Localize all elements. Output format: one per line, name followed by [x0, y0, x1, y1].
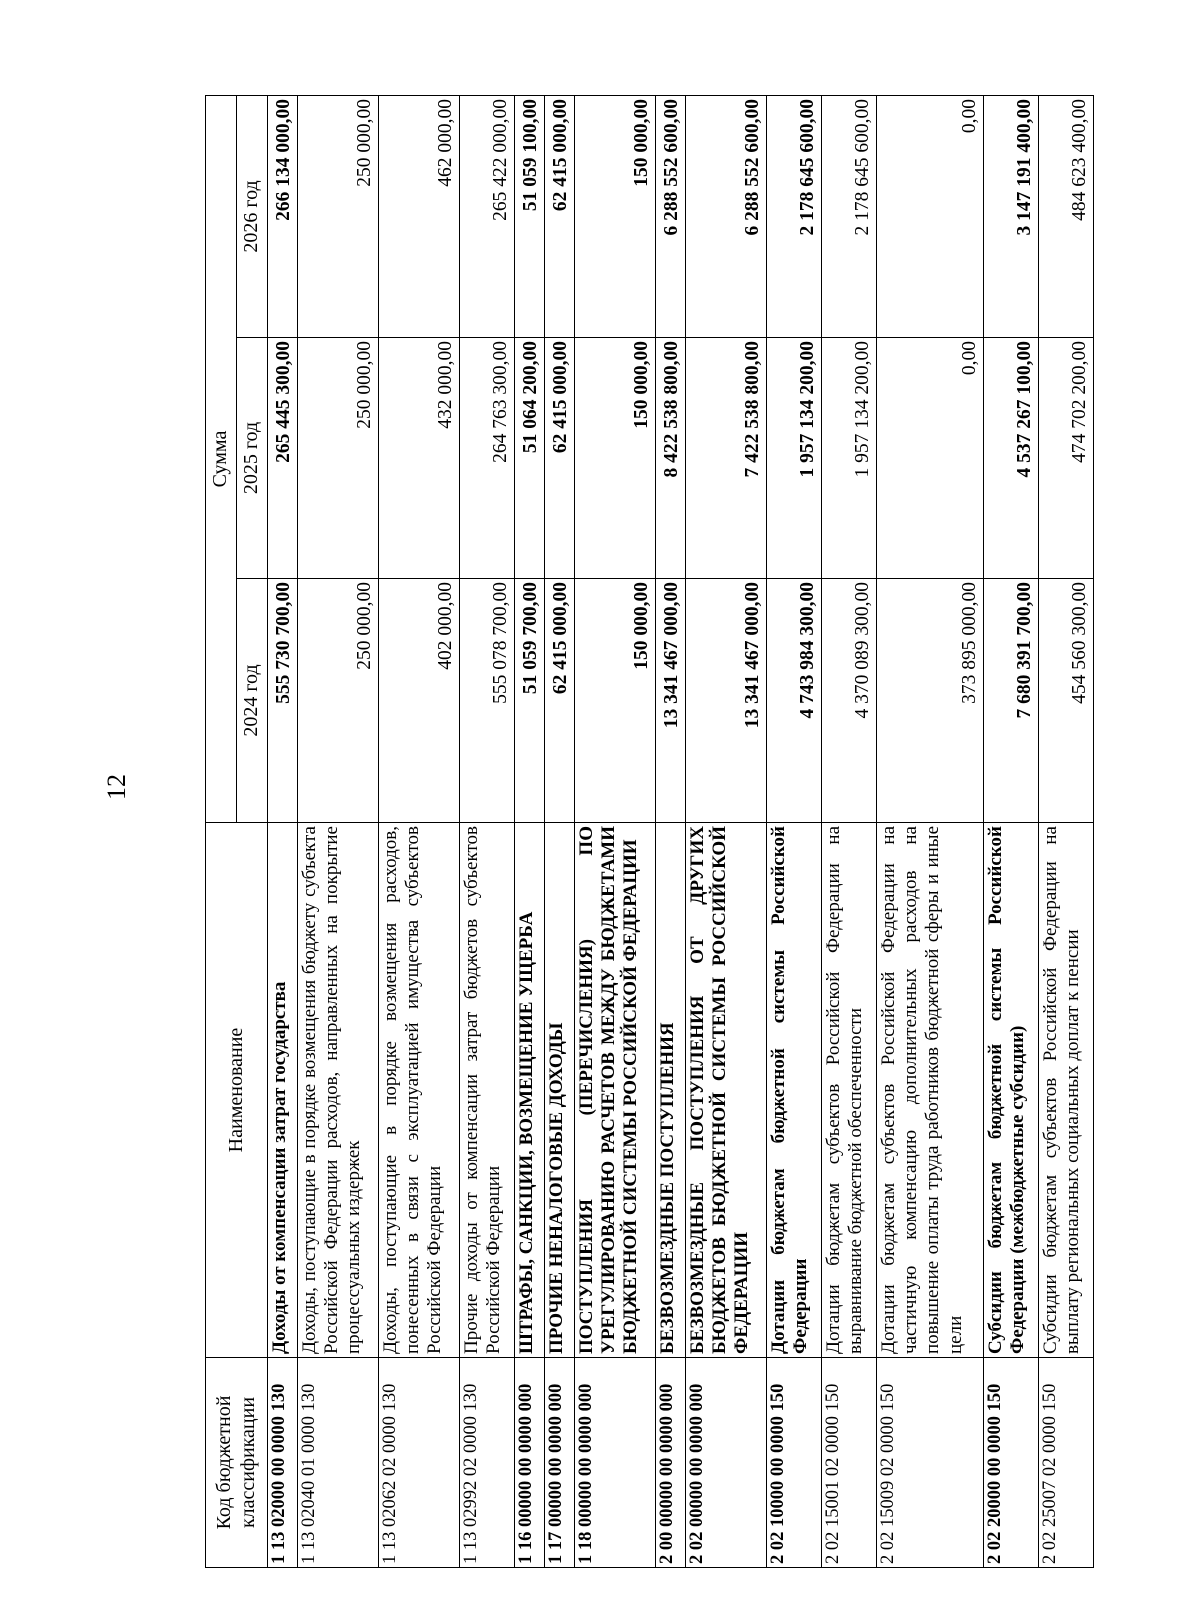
cell-name: БЕЗВОЗМЕЗДНЫЕ ПОСТУПЛЕНИЯ [655, 823, 685, 1358]
header-year-2024: 2024 год [237, 579, 268, 823]
cell-2025: 265 445 300,00 [268, 338, 298, 579]
table-row [268, 95, 298, 1567]
cell-code: 1 17 00000 00 0000 000 [544, 1358, 574, 1568]
cell-name: Доходы, поступающие в порядке возмещения расходов, понесенных в связи с эксплуатацией имущества субъектов Российской Федерации [378, 823, 459, 1358]
cell-code: 2 02 15009 02 0000 150 [876, 1358, 983, 1568]
table-row [297, 95, 378, 1567]
table-row [1038, 95, 1093, 1567]
cell-code: 1 16 00000 00 0000 000 [514, 1358, 544, 1568]
cell-2024: 13 341 467 000,00 [685, 579, 766, 823]
cell-name: Доходы от компенсации затрат государства [268, 823, 298, 1358]
cell-name: ШТРАФЫ, САНКЦИИ, ВОЗМЕЩЕНИЕ УЩЕРБА [514, 823, 544, 1358]
revenue-table [205, 95, 1094, 1568]
cell-2026: 3 147 191 400,00 [983, 95, 1038, 337]
cell-2025: 4 537 267 100,00 [983, 338, 1038, 579]
cell-name: Дотации бюджетам субъектов Российской Федерации на выравнивание бюджетной обеспеченности [821, 823, 876, 1358]
cell-name: БЕЗВОЗМЕЗДНЫЕ ПОСТУПЛЕНИЯ ОТ ДРУГИХ БЮДЖЕТОВ БЮДЖЕТНОЙ СИСТЕМЫ РОССИЙСКОЙ ФЕДЕРАЦИИ [685, 823, 766, 1358]
cell-2026: 6 288 552 600,00 [655, 95, 685, 337]
cell-2026: 0,00 [876, 95, 983, 337]
cell-2025: 432 000,00 [378, 338, 459, 579]
cell-2024: 250 000,00 [297, 579, 378, 823]
cell-name: Дотации бюджетам субъектов Российской Федерации на частичную компенсацию дополнительных расходов на повышение оплаты труда работников бюджетной сферы и иные цели [876, 823, 983, 1358]
table-row [685, 95, 766, 1567]
cell-2026: 250 000,00 [297, 95, 378, 337]
cell-2024: 454 560 300,00 [1038, 579, 1093, 823]
header-code: Код бюджетной классификации [206, 1358, 268, 1568]
cell-2024: 555 730 700,00 [268, 579, 298, 823]
cell-2025: 7 422 538 800,00 [685, 338, 766, 579]
cell-2024: 51 059 700,00 [514, 579, 544, 823]
cell-2024: 13 341 467 000,00 [655, 579, 685, 823]
cell-code: 1 13 02000 00 0000 130 [268, 1358, 298, 1568]
cell-code: 1 13 02992 02 0000 130 [459, 1358, 514, 1568]
cell-2024: 4 743 984 300,00 [766, 579, 821, 823]
cell-2025: 264 763 300,00 [459, 338, 514, 579]
table-row [459, 95, 514, 1567]
table-row [876, 95, 983, 1567]
cell-code: 2 00 00000 00 0000 000 [655, 1358, 685, 1568]
cell-name: Субсидии бюджетам субъектов Российской Федерации на выплату региональных социальных доплат к пенсии [1038, 823, 1093, 1358]
cell-2025: 62 415 000,00 [544, 338, 574, 579]
cell-code: 1 18 00000 00 0000 000 [574, 1358, 655, 1568]
cell-code: 2 02 20000 00 0000 150 [983, 1358, 1038, 1568]
cell-2026: 51 059 100,00 [514, 95, 544, 337]
cell-2025: 0,00 [876, 338, 983, 579]
cell-2025: 1 957 134 200,00 [821, 338, 876, 579]
cell-2026: 265 422 000,00 [459, 95, 514, 337]
rotated-table-wrapper [205, 96, 1094, 1568]
table-row [983, 95, 1038, 1567]
table-row [378, 95, 459, 1567]
cell-code: 1 13 02062 02 0000 130 [378, 1358, 459, 1568]
header-year-2026: 2026 год [237, 95, 268, 337]
cell-2024: 373 895 000,00 [876, 579, 983, 823]
cell-2024: 402 000,00 [378, 579, 459, 823]
table-row [821, 95, 876, 1567]
cell-code: 2 02 25007 02 0000 150 [1038, 1358, 1093, 1568]
cell-name: ПРОЧИЕ НЕНАЛОГОВЫЕ ДОХОДЫ [544, 823, 574, 1358]
cell-2025: 51 064 200,00 [514, 338, 544, 579]
cell-2026: 150 000,00 [574, 95, 655, 337]
cell-2026: 2 178 645 600,00 [821, 95, 876, 337]
cell-code: 2 02 00000 00 0000 000 [685, 1358, 766, 1568]
cell-name: Дотации бюджетам бюджетной системы Российской Федерации [766, 823, 821, 1358]
cell-name: ПОСТУПЛЕНИЯ (ПЕРЕЧИСЛЕНИЯ) ПО УРЕГУЛИРОВАНИЮ РАСЧЕТОВ МЕЖДУ БЮДЖЕТАМИ БЮДЖЕТНОЙ СИСТЕМЫ РОССИЙСКОЙ ФЕДЕРАЦИИ [574, 823, 655, 1358]
cell-code: 2 02 15001 02 0000 150 [821, 1358, 876, 1568]
table-row [655, 95, 685, 1567]
cell-name: Прочие доходы от компенсации затрат бюджетов субъектов Российской Федерации [459, 823, 514, 1358]
cell-2024: 555 078 700,00 [459, 579, 514, 823]
cell-2026: 62 415 000,00 [544, 95, 574, 337]
table-row [544, 95, 574, 1567]
cell-2025: 8 422 538 800,00 [655, 338, 685, 579]
cell-name: Доходы, поступающие в порядке возмещения бюджету субъекта Российской Федерации расходов, направленных на покрытие процессуальных издержек [297, 823, 378, 1358]
cell-2024: 62 415 000,00 [544, 579, 574, 823]
table-row [766, 95, 821, 1567]
cell-code: 2 02 10000 00 0000 150 [766, 1358, 821, 1568]
header-sum: Сумма [206, 95, 237, 822]
cell-2025: 250 000,00 [297, 338, 378, 579]
header-year-2025: 2025 год [237, 338, 268, 579]
table-row [574, 95, 655, 1567]
cell-2024: 4 370 089 300,00 [821, 579, 876, 823]
cell-2026: 266 134 000,00 [268, 95, 298, 337]
cell-2026: 484 623 400,00 [1038, 95, 1093, 337]
cell-name: Субсидии бюджетам бюджетной системы Российской Федерации (межбюджетные субсидии) [983, 823, 1038, 1358]
cell-2026: 462 000,00 [378, 95, 459, 337]
cell-2026: 2 178 645 600,00 [766, 95, 821, 337]
page-number: 12 [102, 774, 131, 800]
header-name: Наименование [206, 823, 268, 1358]
cell-2025: 150 000,00 [574, 338, 655, 579]
cell-code: 1 13 02040 01 0000 130 [297, 1358, 378, 1568]
table-row [514, 95, 544, 1567]
cell-2024: 150 000,00 [574, 579, 655, 823]
cell-2024: 7 680 391 700,00 [983, 579, 1038, 823]
cell-2025: 1 957 134 200,00 [766, 338, 821, 579]
cell-2026: 6 288 552 600,00 [685, 95, 766, 337]
cell-2025: 474 702 200,00 [1038, 338, 1093, 579]
